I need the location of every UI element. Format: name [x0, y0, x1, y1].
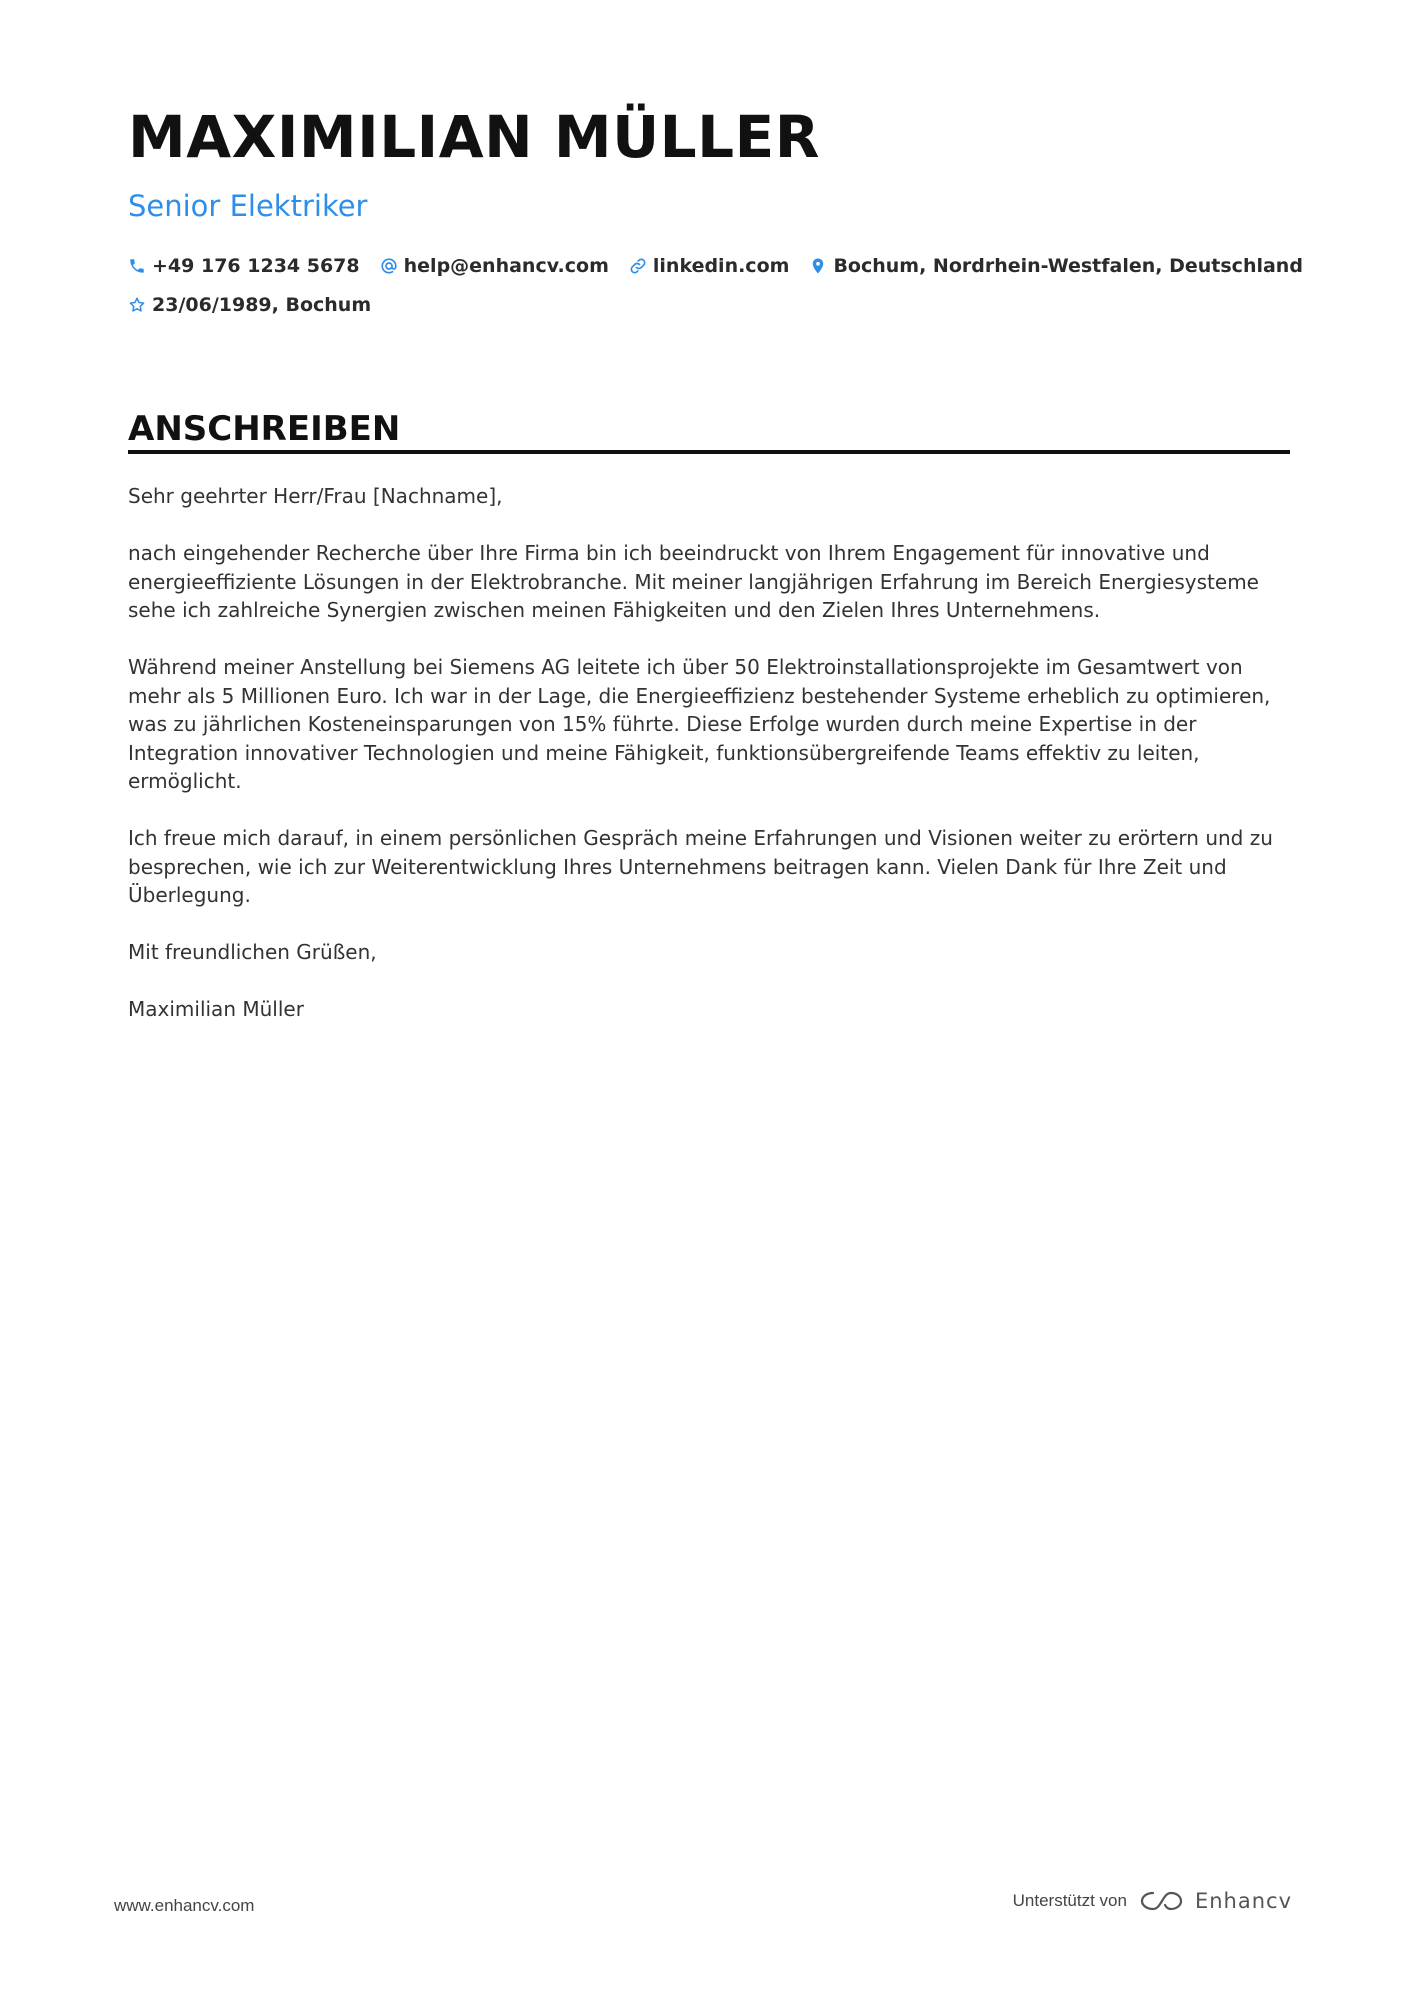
- phone-icon: [128, 257, 146, 275]
- contact-email: [380, 255, 609, 277]
- letter-body: [128, 482, 1293, 1052]
- letter-signature: Maximilian Müller: [128, 997, 304, 1021]
- letter-closing: Mit freundlichen Grüßen,: [128, 940, 377, 964]
- contact-row-birth: [128, 294, 391, 316]
- at-icon: [380, 257, 398, 275]
- job-title: Senior Elektriker: [128, 189, 368, 223]
- applicant-name: MAXIMILIAN MÜLLER: [128, 103, 820, 171]
- profile-link: linkedin.com: [652, 255, 790, 277]
- footer-branding: [1013, 1888, 1292, 1914]
- contact-phone: [128, 255, 360, 277]
- contact-row: [128, 255, 1323, 277]
- letter-paragraph: Während meiner Anstellung bei Siemens AG leitete ich über 50 Elektroinstallationsprojekte im Gesamtwert von mehr als 5 Millionen Euro. Ich war in der Lage, die Energieeffizienz bestehender Systeme erheblich zu optimieren, was zu jährlichen Kosteneinsparungen von 15% führte. Diese Erfolge wurden durch meine Expertise in der Integration innovativer Technologien und meine Fähigkeit, funktionsübergreifende Teams effektiv zu leiten, ermöglicht.: [128, 655, 1271, 793]
- phone-number: +49 176 1234 5678: [152, 255, 360, 277]
- location-pin-icon: [809, 257, 827, 275]
- link-icon: [629, 257, 647, 275]
- enhancv-logo-icon: [1139, 1888, 1185, 1914]
- powered-by-text: Unterstützt von: [1012, 1891, 1127, 1910]
- contact-location: [809, 255, 1303, 277]
- letter-paragraph: Ich freue mich darauf, in einem persönlichen Gespräch meine Erfahrungen und Visionen weiter zu erörtern und zu besprechen, wie ich zur Weiterentwicklung Ihres Unternehmens beitragen kann. Vielen Dank für Ihre Zeit und Überlegung.: [128, 826, 1273, 907]
- section-title: ANSCHREIBEN: [128, 409, 401, 449]
- letter-paragraph: nach eingehender Recherche über Ihre Firma bin ich beeindruckt von Ihrem Engagement für innovative und energieeffiziente Lösungen in der Elektrobranche. Mit meiner langjährigen Erfahrung im Bereich Energiesysteme sehe ich zahlreiche Synergien zwischen meinen Fähigkeiten und den Zielen Ihres Unternehmens.: [128, 541, 1259, 622]
- brand-name: Enhancv: [1194, 1889, 1292, 1913]
- contact-birth: [128, 294, 371, 316]
- star-icon: [128, 296, 146, 314]
- email-address: help@enhancv.com: [403, 255, 609, 277]
- location-text: Bochum, Nordrhein-Westfalen, Deutschland: [833, 255, 1303, 277]
- contact-link: [629, 255, 790, 277]
- letter-salutation: Sehr geehrter Herr/Frau [Nachname],: [128, 484, 503, 508]
- footer-website[interactable]: www.enhancv.com: [114, 1896, 255, 1915]
- section-divider: [128, 450, 1290, 454]
- birth-info: 23/06/1989, Bochum: [152, 294, 372, 316]
